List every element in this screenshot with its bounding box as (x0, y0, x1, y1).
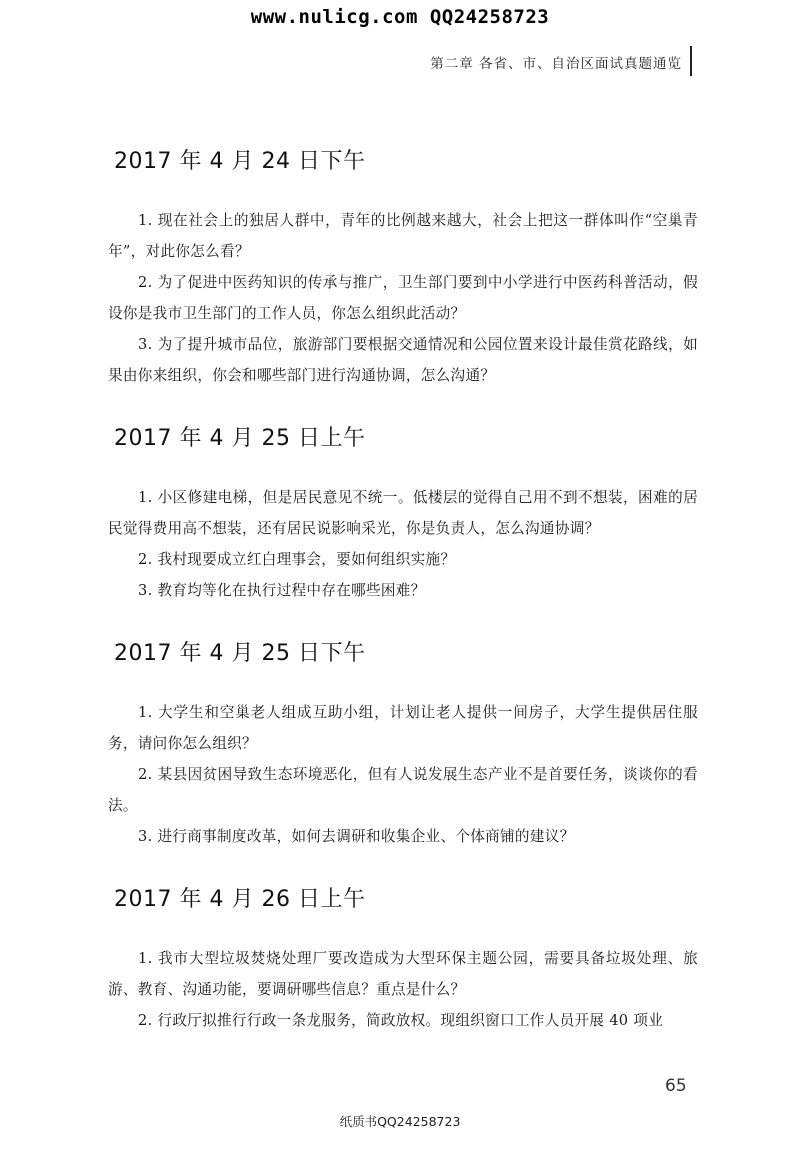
section-title: 2017 年 4 月 25 日上午 (114, 426, 366, 451)
question-item: 1. 现在社会上的独居人群中，青年的比例越来越大，社会上把这一群体叫作“空巢青年”，对此你怎么看？ (108, 212, 698, 260)
question-item: 2. 行政厅拟推行行政一条龙服务，简政放权。现组织窗口工作人员开展 40 项业 (138, 1012, 664, 1029)
question-item: 1. 大学生和空巢老人组成互助小组，计划让老人提供一间房子，大学生提供居住服务，请问你怎么组织？ (108, 704, 698, 752)
running-head: 第二章 各省、市、自治区面试真题通览 (430, 56, 682, 72)
question-item: 2. 我村现要成立红白理事会，要如何组织实施？ (138, 551, 456, 568)
section-0425-am (108, 421, 698, 606)
section-title: 2017 年 4 月 26 日上午 (114, 887, 366, 912)
section-0425-pm (108, 636, 698, 852)
question-item: 3. 进行商事制度改革，如何去调研和收集企业、个体商铺的建议？ (138, 828, 575, 845)
section-title: 2017 年 4 月 25 日下午 (114, 641, 366, 666)
question-item: 2. 为了促进中医药知识的传承与推广，卫生部门要到中小学进行中医药科普活动，假设你是我市卫生部门的工作人员，你怎么组织此活动？ (108, 274, 698, 322)
question-item: 3. 为了提升城市品位，旅游部门要根据交通情况和公园位置来设计最佳赏花路线，如果由你来组织，你会和哪些部门进行沟通协调，怎么沟通？ (108, 336, 698, 384)
question-item: 3. 教育均等化在执行过程中存在哪些困难？ (138, 582, 426, 599)
question-item: 1. 小区修建电梯，但是居民意见不统一。低楼层的觉得自己用不到不想装，困难的居民觉得费用高不想装，还有居民说影响采光，你是负责人，怎么沟通协调？ (108, 489, 698, 537)
watermark-top: www.nulicg.com QQ24258723 (250, 6, 550, 28)
section-0424-pm (108, 144, 698, 391)
watermark-bottom: 纸质书QQ24258723 (339, 1114, 461, 1129)
question-item: 1. 我市大型垃圾焚烧处理厂要改造成为大型环保主题公园，需要具备垃圾处理、旅游、教育、沟通功能，要调研哪些信息？重点是什么？ (108, 950, 698, 998)
section-title: 2017 年 4 月 24 日下午 (114, 149, 366, 174)
page-content (108, 132, 698, 1036)
question-item: 2. 某县因贫困导致生态环境恶化，但有人说发展生态产业不是首要任务，谈谈你的看法。 (108, 766, 698, 814)
section-0426-am (108, 882, 698, 1036)
running-head-rule (690, 46, 692, 76)
page-number: 65 (665, 1076, 687, 1096)
